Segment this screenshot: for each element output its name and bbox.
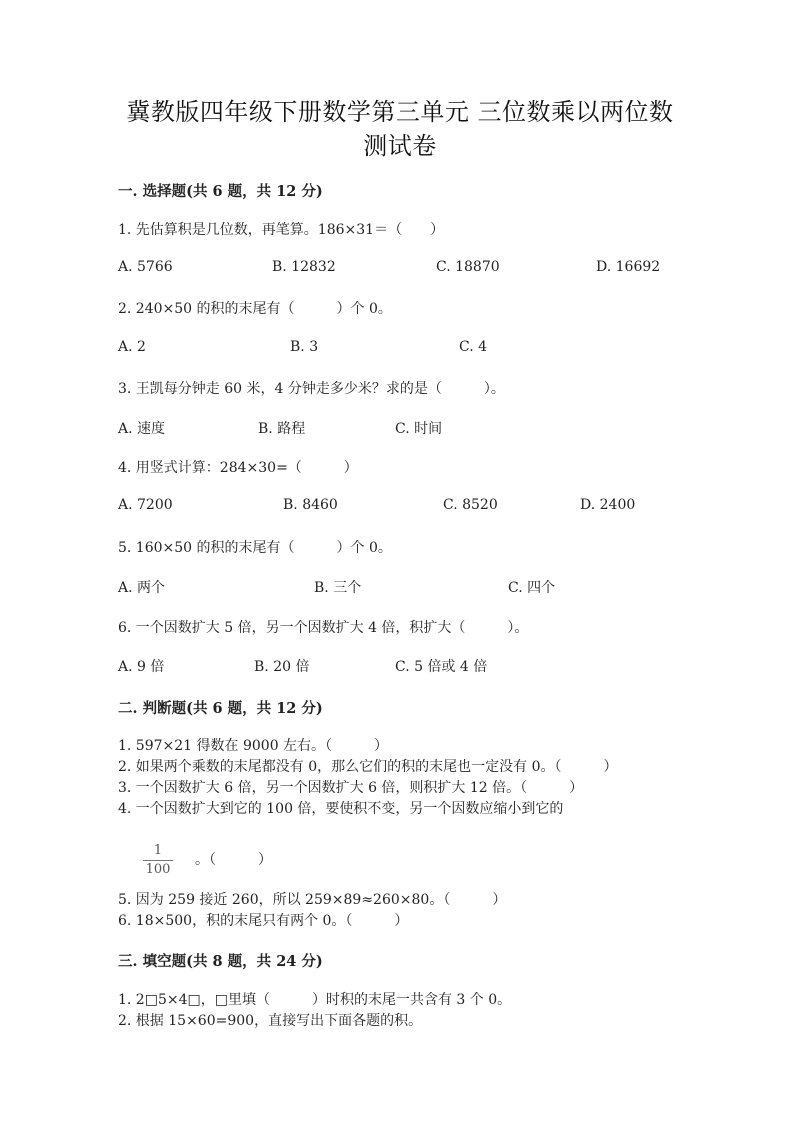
choice-q4-option-b: B. 8460 xyxy=(283,497,338,513)
judgement-question-3: 3. 一个因数扩大 6 倍，另一个因数扩大 6 倍，则积扩大 12 倍。（ ） xyxy=(118,780,584,796)
choice-q6-option-c: C. 5 倍或 4 倍 xyxy=(395,659,488,675)
choice-q3-option-c: C. 时间 xyxy=(395,421,443,437)
choice-question-4: 4. 用竖式计算：284×30=（ ） xyxy=(118,460,358,476)
choice-q1-option-a: A. 5766 xyxy=(118,259,173,275)
judgement-question-4-tail: 。（ ） xyxy=(195,852,272,868)
fill-blank-question-1: 1. 2□5×4□，□里填（ ）时积的末尾一共含有 3 个 0。 xyxy=(118,992,512,1008)
fraction-one-hundredth xyxy=(143,843,173,878)
page-title-line-2: 测试卷 xyxy=(363,132,437,160)
choice-question-6: 6. 一个因数扩大 5 倍，另一个因数扩大 4 倍，积扩大（ ）。 xyxy=(118,620,529,636)
page-title-line-1: 冀教版四年级下册数学第三单元 三位数乘以两位数 xyxy=(126,98,674,126)
fraction-bar xyxy=(143,860,173,861)
section-header-fill-blank: 三. 填空题(共 8 题，共 24 分) xyxy=(118,953,323,970)
choice-q5-option-a: A. 两个 xyxy=(118,580,166,596)
choice-q3-option-b: B. 路程 xyxy=(258,421,306,437)
choice-q2-option-c: C. 4 xyxy=(459,339,488,355)
choice-q6-option-a: A. 9 倍 xyxy=(118,659,165,675)
choice-q1-option-d: D. 16692 xyxy=(596,259,661,275)
choice-q5-option-c: C. 四个 xyxy=(508,580,556,596)
judgement-question-5: 5. 因为 259 接近 260，所以 259×89≈260×80。（ ） xyxy=(118,892,507,908)
choice-question-1: 1. 先估算积是几位数，再笔算。186×31＝（ ） xyxy=(118,222,445,238)
choice-q1-option-c: C. 18870 xyxy=(436,259,500,275)
section-header-judgement: 二. 判断题(共 6 题，共 12 分) xyxy=(118,700,323,717)
judgement-question-2: 2. 如果两个乘数的末尾都没有 0，那么它们的积的末尾也一定没有 0。（ ） xyxy=(118,759,618,775)
choice-q6-option-b: B. 20 倍 xyxy=(254,659,310,675)
fraction-numerator: 1 xyxy=(153,843,163,858)
choice-q5-option-b: B. 三个 xyxy=(314,580,362,596)
choice-q3-option-a: A. 速度 xyxy=(118,421,166,437)
fill-blank-question-2: 2. 根据 15×60=900，直接写出下面各题的积。 xyxy=(118,1013,423,1029)
choice-question-3: 3. 王凯每分钟走 60 米，4 分钟走多少米？求的是（ ）。 xyxy=(118,381,505,397)
choice-q4-option-c: C. 8520 xyxy=(443,497,498,513)
judgement-question-1: 1. 597×21 得数在 9000 左右。（ ） xyxy=(118,738,389,754)
choice-question-5: 5. 160×50 的积的末尾有（ ）个 0。 xyxy=(118,540,392,556)
choice-q2-option-b: B. 3 xyxy=(290,339,319,355)
choice-q1-option-b: B. 12832 xyxy=(272,259,336,275)
choice-question-2: 2. 240×50 的积的末尾有（ ）个 0。 xyxy=(118,301,392,317)
fraction-denominator: 100 xyxy=(145,862,171,877)
choice-q4-option-a: A. 7200 xyxy=(118,497,173,513)
choice-q4-option-d: D. 2400 xyxy=(580,497,636,513)
section-header-choice: 一. 选择题(共 6 题，共 12 分) xyxy=(118,183,323,200)
judgement-question-4: 4. 一个因数扩大到它的 100 倍，要使积不变，另一个因数应缩小到它的 xyxy=(118,801,564,817)
judgement-question-6: 6. 18×500，积的末尾只有两个 0。（ ） xyxy=(118,913,409,929)
choice-q2-option-a: A. 2 xyxy=(118,339,146,355)
